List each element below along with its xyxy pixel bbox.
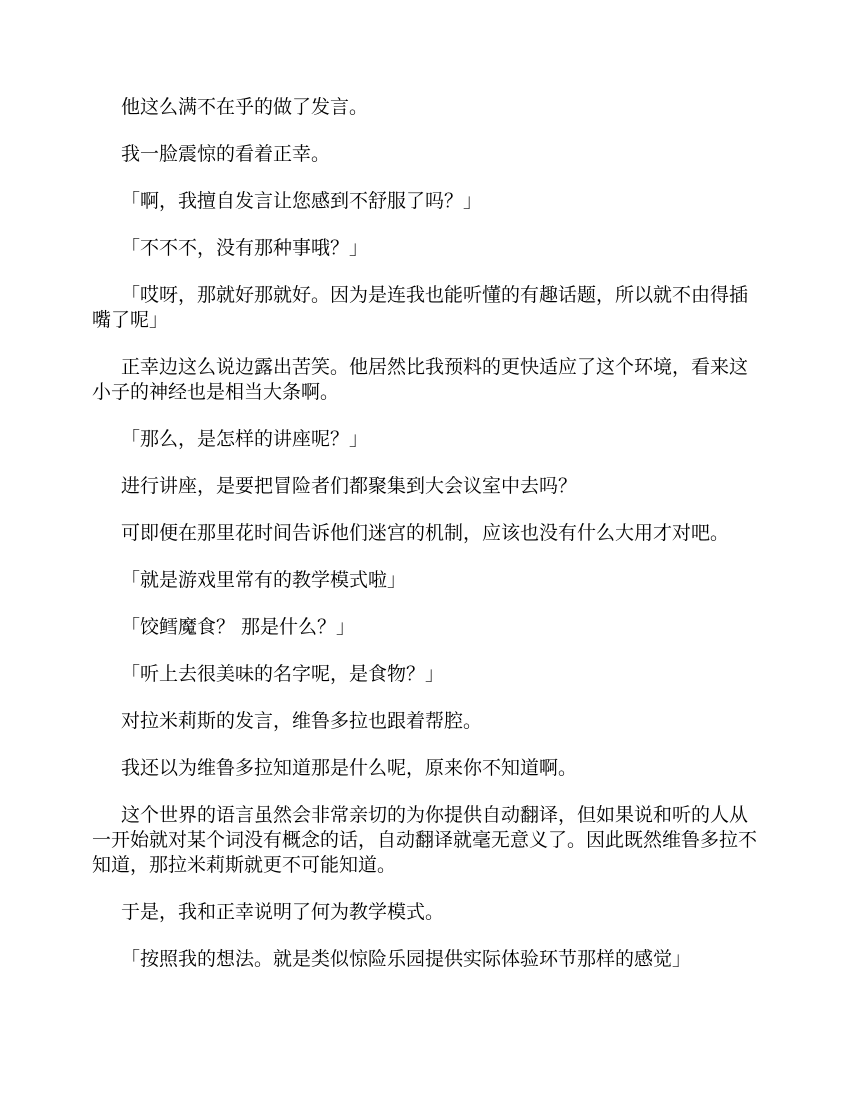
paragraph: 「按照我的想法。就是类似惊险乐园提供实际体验环节那样的感觉」 [121, 948, 692, 970]
paragraph: 「饺鳕魔食？ 那是什么？」 [121, 616, 356, 638]
paragraph: 正幸边这么说边露出苦笑。他居然比我预料的更快适应了这个环境，看来这小子的神经也是相当大条啊。 [92, 356, 749, 403]
paragraph: 他这么满不在乎的做了发言。 [121, 96, 369, 118]
paragraph: 「哎呀，那就好那就好。因为是连我也能听懂的有趣话题，所以就不由得插嘴了呢」 [92, 284, 749, 331]
paragraph: 对拉米莉斯的发言，维鲁多拉也跟着帮腔。 [121, 710, 483, 732]
paragraph: 「那么，是怎样的讲座呢？」 [121, 428, 369, 450]
paragraph: 「啊，我擅自发言让您感到不舒服了吗？」 [121, 190, 483, 212]
document-body [92, 95, 758, 972]
paragraph: 我一脸震惊的看着正幸。 [121, 143, 331, 165]
paragraph: 可即便在那里花时间告诉他们迷宫的机制，应该也没有什么大用才对吧。 [121, 522, 730, 544]
paragraph: 这个世界的语言虽然会非常亲切的为你提供自动翻译，但如果说和听的人从一开始就对某个词没有概念的话，自动翻译就毫无意义了。因此既然维鲁多拉不知道，那拉米莉斯就更不可能知道。 [92, 804, 758, 876]
paragraph: 我还以为维鲁多拉知道那是什么呢，原来你不知道啊。 [121, 757, 578, 779]
paragraph: 「听上去很美味的名字呢，是食物？」 [121, 663, 445, 685]
paragraph: 进行讲座，是要把冒险者们都聚集到大会议室中去吗？ [121, 475, 578, 497]
paragraph: 「就是游戏里常有的教学模式啦」 [121, 569, 407, 591]
paragraph: 于是，我和正幸说明了何为教学模式。 [121, 901, 445, 923]
paragraph: 「不不不，没有那种事哦？」 [121, 237, 369, 259]
